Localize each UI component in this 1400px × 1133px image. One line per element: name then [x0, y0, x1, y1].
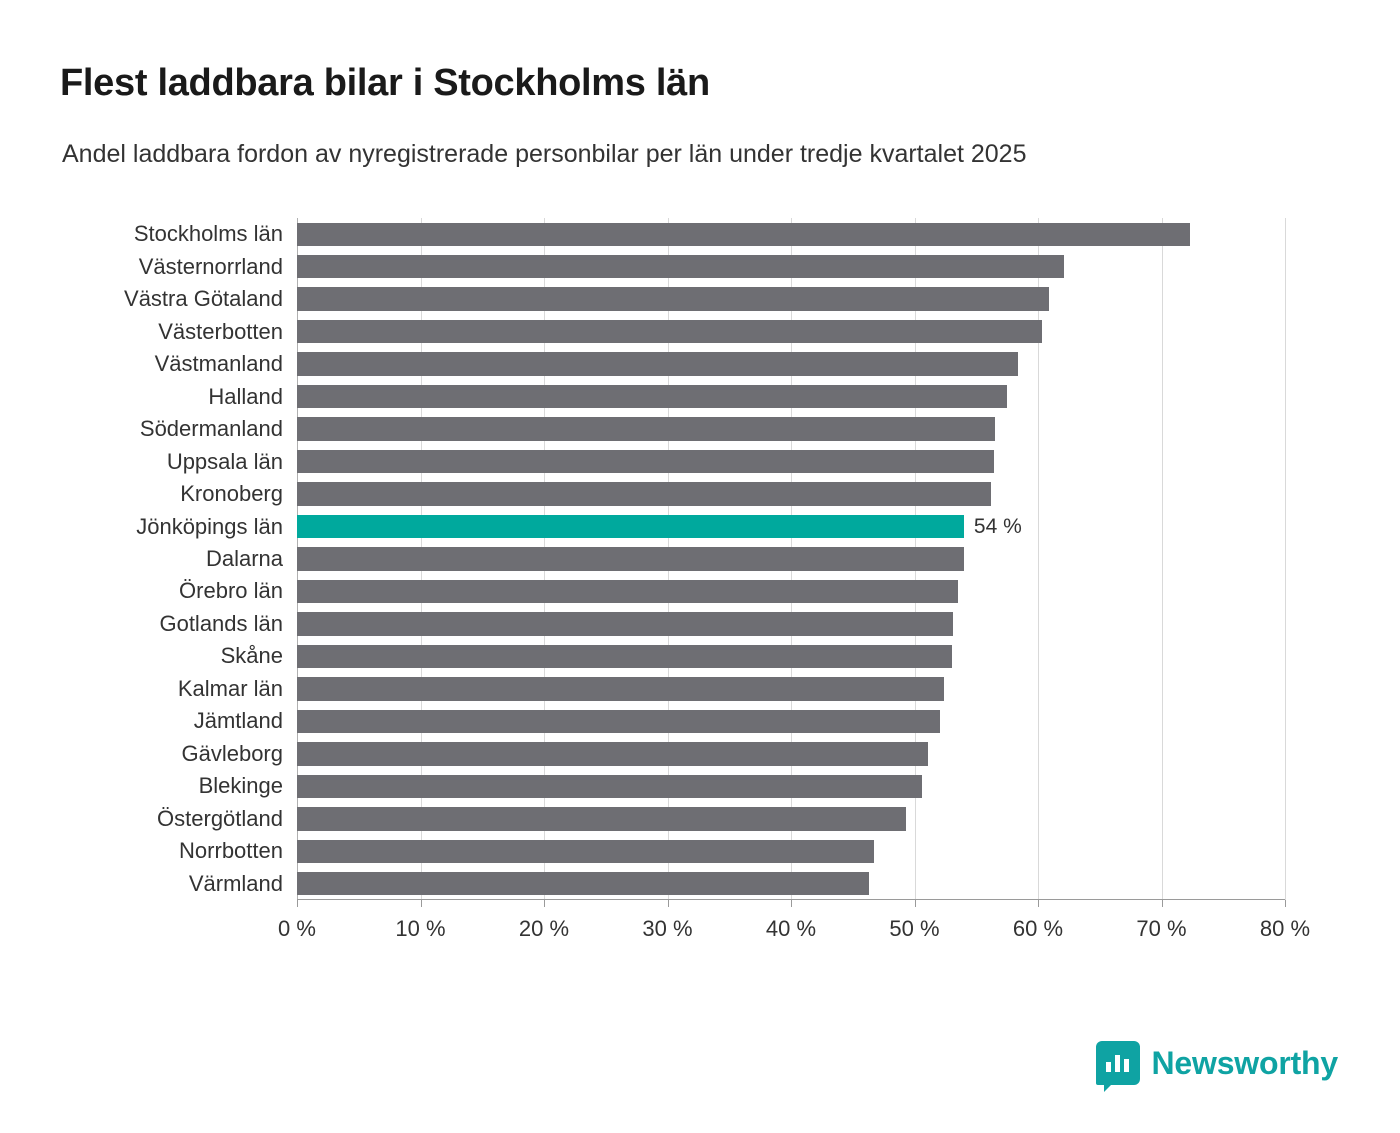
bar	[297, 580, 958, 603]
x-tick-label: 70 %	[1136, 916, 1187, 941]
gridline	[1285, 218, 1286, 900]
bar-chart-bubble-icon	[1096, 1041, 1140, 1085]
bar-row	[179, 835, 1285, 867]
bar	[297, 223, 1190, 246]
bar-row	[159, 608, 1285, 640]
bar	[297, 872, 869, 895]
category-label: Västerbotten	[158, 318, 283, 344]
bar	[297, 807, 906, 830]
logo-bars	[1096, 1041, 1140, 1085]
bar-row	[157, 803, 1285, 835]
category-label: Västra Götaland	[124, 286, 283, 312]
bar	[297, 255, 1064, 278]
category-label: Västmanland	[154, 351, 283, 377]
page-title: Flest laddbara bilar i Stockholms län	[60, 62, 710, 104]
bar	[297, 710, 940, 733]
category-label: Kalmar län	[177, 675, 283, 701]
category-label: Stockholms län	[133, 221, 283, 247]
x-tick-label: 20 %	[518, 916, 570, 941]
bar-row	[136, 510, 1285, 542]
bar	[297, 742, 928, 765]
tick-mark	[668, 900, 669, 907]
bar	[297, 840, 874, 863]
bar-row	[181, 738, 1285, 770]
bar	[297, 775, 922, 798]
bar-row	[180, 478, 1285, 510]
bar-row	[139, 413, 1285, 445]
bar-highlighted	[297, 515, 964, 538]
x-tick-label: 80 %	[1259, 916, 1311, 941]
bar	[297, 385, 1007, 408]
category-label: Halland	[208, 383, 283, 409]
category-label: Gävleborg	[181, 740, 283, 766]
category-label: Östergötland	[157, 805, 283, 831]
bar-rows	[124, 218, 1285, 900]
tick-mark	[1162, 900, 1163, 907]
bar-row	[208, 380, 1285, 412]
x-tick-label: 0 %	[278, 916, 316, 941]
category-label: Örebro län	[179, 578, 283, 604]
category-label: Blekinge	[198, 773, 283, 799]
bar	[297, 287, 1049, 310]
bar-value-label: 54 %	[973, 514, 1022, 538]
category-label: Norrbotten	[179, 838, 283, 864]
bar	[297, 417, 995, 440]
bar-row	[220, 640, 1285, 672]
category-label: Gotlands län	[159, 610, 283, 636]
tick-mark	[1285, 900, 1286, 907]
bar-row	[188, 868, 1285, 900]
newsworthy-logo	[1096, 1041, 1339, 1085]
bar-chart	[60, 210, 1340, 950]
tick-mark	[544, 900, 545, 907]
plot-area	[124, 218, 1311, 941]
bar	[297, 677, 944, 700]
bar	[297, 352, 1018, 375]
bar-row	[193, 705, 1285, 737]
x-tick-label: 40 %	[765, 916, 817, 941]
category-label: Jämtland	[193, 708, 283, 734]
brand-name: Newsworthy	[1151, 1044, 1338, 1081]
tick-mark	[791, 900, 792, 907]
x-tick-label: 10 %	[395, 916, 446, 941]
category-label: Jönköpings län	[136, 513, 283, 539]
category-label: Uppsala län	[166, 448, 283, 474]
category-label: Värmland	[188, 870, 283, 896]
tick-mark	[297, 900, 298, 907]
x-tick-label: 60 %	[1012, 916, 1064, 941]
bar-row	[158, 315, 1285, 347]
bar	[297, 482, 991, 505]
bar-row	[133, 218, 1285, 250]
bar-row	[154, 348, 1285, 380]
tick-mark	[915, 900, 916, 907]
bar	[297, 645, 952, 668]
bar-row	[166, 445, 1285, 477]
bar	[297, 320, 1042, 343]
x-tick-label: 50 %	[889, 916, 940, 941]
bar-row	[198, 770, 1285, 802]
bar	[297, 612, 953, 635]
category-label: Södermanland	[139, 416, 283, 442]
bar-row	[177, 673, 1285, 705]
x-tick-label: 30 %	[642, 916, 693, 941]
bar	[297, 450, 994, 473]
bar	[297, 547, 964, 570]
page-subtitle: Andel laddbara fordon av nyregistrerade personbilar per län under tredje kvartalet 2025	[62, 140, 1027, 168]
category-label: Skåne	[220, 643, 283, 669]
bar-row	[124, 283, 1285, 315]
category-label: Kronoberg	[180, 481, 283, 507]
category-label: Dalarna	[205, 545, 283, 571]
category-label: Västernorrland	[138, 253, 283, 279]
tick-mark	[421, 900, 422, 907]
bar-row	[179, 575, 1285, 607]
bar-row	[205, 543, 1285, 575]
tick-mark	[1038, 900, 1039, 907]
bar-row	[138, 250, 1285, 282]
